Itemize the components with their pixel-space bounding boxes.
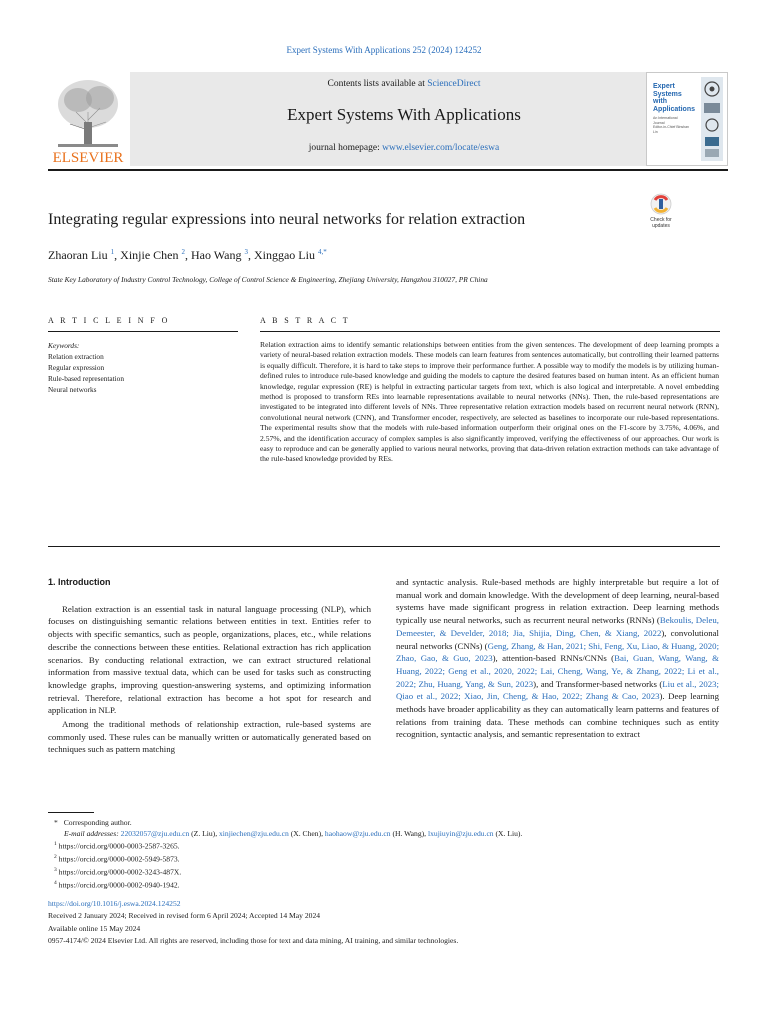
footnotes [48, 817, 738, 890]
author-name[interactable]: Zhaoran Liu [48, 248, 108, 262]
cover-graphic [701, 77, 723, 161]
abstract-text: Relation extraction aims to identify semantic relationships between entities from the given sentences. The development of deep learning prompts a variety of neural-based relation extraction models. These models can learn features from sentences automatically, but controlling their learned patterns is equally difficult. Therefore, it is hard to take steps to improve their performance further. A possible way to modify the models is by utilizing human-defined rules to introduce rule-based knowledge and guiding the models to capture the desired features based on human intent. As an efficient human knowledge, regular expression (RE) is helpful in extracting particular targets from text, which is also logical and interpretable. A novel embedding method is proposed to transform REs into learnable representations available to neural networks (NNs). Then, the rule-based representations are investigated to be integrated into different levels of NNs. Three representative relation extraction models based on recurrent neural network (RNN), convolutional neural network (CNN), and Transformer encoder, respectively, are selected as baselines to incorporate our rule-based representations. The experimental results show that the models with rule-based information outperform their original ones on the F1-score by 3.75%, 4.06%, and 2.57%, and the identification accuracy of complex samples is also significantly improved, verifying the effectiveness of our approaches. Our work is easy to reproduce and can be generally applied to various neural networks, proving that data-driven relation extraction methods can take advantage of the rule-based knowledge provided by REs. [260, 340, 719, 464]
online-date: Available online 15 May 2024 [48, 923, 141, 933]
author-name[interactable]: Hao Wang [190, 248, 242, 262]
corresponding-note: * Corresponding author. [54, 818, 132, 827]
contents-line: Contents lists available at ScienceDirect [327, 79, 481, 89]
orcid-line: $^4$ https://orcid.org/0000-0002-0940-1942. [54, 879, 180, 890]
journal-reference[interactable]: Expert Systems With Applications 252 (2024) 124252 [286, 45, 482, 55]
email-link[interactable]: haohaow@zju.edu.cn [324, 829, 391, 839]
email-link[interactable]: lxujiuyin@zju.edu.cn [427, 829, 494, 839]
svg-text:ELSEVIER: ELSEVIER [52, 150, 124, 166]
abstract-rule [260, 331, 720, 332]
citation-link[interactable]: Bekoulis, Deleu, Demeester, & Develder, 2018; Jia, Shijia, Ding, Chen, & Xiang, 2022 [396, 615, 719, 638]
author-list: Zhaoran Liu $^1$, Xinjie Chen $^2$, Hao Wang $^3$, Xinggao Liu $^{4,*}$ [48, 248, 327, 262]
footnote-rule [48, 812, 94, 813]
keyword: Neural networks [48, 385, 97, 394]
keywords-block [48, 340, 238, 395]
badge-line-1: Check for [650, 217, 672, 223]
author-name[interactable]: Xinjie Chen [120, 248, 179, 262]
section-heading: 1. Introduction [48, 577, 111, 587]
article-info-rule [48, 331, 238, 332]
citation-link[interactable]: Geng, Zhang, & Han, 2021; Shi, Feng, Xu, Liao, & Huang, 2020; Zhao, Gao, & Guo, 2023 [396, 640, 720, 664]
journal-cover[interactable] [646, 72, 728, 166]
keywords-label: Keywords: [48, 341, 80, 350]
orcid-line: $^2$ https://orcid.org/0000-0002-5949-5873. [54, 854, 180, 864]
elsevier-logo [48, 72, 128, 166]
citation-link[interactable]: Liu et al., 2023; Qiao et al., 2022; Xiao, Jin, Cheng, & Hao, 2022; Zhang & Cao, 2023 [396, 678, 719, 702]
check-for-updates-badge[interactable] [646, 192, 676, 232]
journal-banner [130, 72, 678, 166]
email-link[interactable]: xinjiechen@zju.edu.cn [219, 829, 289, 839]
intro-paragraph-2: Among the traditional methods of relationship extraction, rule-based systems are commonly used. These rules can be manually written or automatically generated based on techniques such as pattern matching [48, 719, 371, 755]
doi-link[interactable]: https://doi.org/10.1016/j.eswa.2024.124252 [48, 899, 181, 908]
column-left [48, 576, 371, 756]
journal-title: Expert Systems With Applications [287, 105, 521, 124]
article-info-heading: A R T I C L E I N F O [48, 316, 170, 325]
orcid-line: $^3$ https://orcid.org/0000-0002-3243-487X. [54, 866, 182, 877]
received-dates: Received 2 January 2024; Received in revised form 6 April 2024; Accepted 14 May 2024 [48, 911, 321, 921]
citation-link[interactable]: Bai, Guan, Wang, Wang, & Huang, 2022; Geng et al., 2020, 2022; Lai, Cheng, Wang, Ye, & Zhang, 2022; Li et al., 2022; Zhu, Huang, Yang, & Sun, 2023 [396, 653, 719, 689]
homepage-line: journal homepage: www.elsevier.com/locate/eswa [308, 143, 500, 153]
cover-subtitle: An International Journal Editor-in-Chief Binshan Lin [653, 116, 689, 134]
abstract-bottom-rule [48, 546, 720, 547]
email-line: E-mail addresses: 22032057@zju.edu.cn (Z. Liu), xinjiechen@zju.edu.cn (X. Chen), haohaow@zju.edu.cn (H. Wang), lxujiuyin@zju.edu.cn (X. Liu). [64, 829, 523, 839]
intro-paragraph-1: Relation extraction is an essential task in natural language processing (NLP), which focuses on distinguishing semantic relations between entities in text. Entities refer to objects with specific semantics, such as people, organizations, places, etc., while relations describe the connections between these entities. Relational extraction has rich application scenarios. By conducting relational extraction, we can extract structured relational information from massive textual data, which can be used for tasks such as constructing knowledge graphs, improving question-answering systems, and optimizing information retrieval. Therefore, relational extraction has become a hot spot for research and application in NLP. [48, 603, 371, 716]
keyword: Regular expression [48, 363, 105, 372]
homepage-link[interactable]: www.elsevier.com/locate/eswa [382, 143, 500, 153]
badge-line-2: updates [652, 223, 670, 229]
affiliation: State Key Laboratory of Industry Control Technology, College of Control Science & Engineering, Zhejiang University, Hangzhou 310027, PR China [48, 275, 488, 284]
column-right [396, 576, 719, 741]
cover-title: Expert Systems with Applications [653, 83, 696, 113]
email-link[interactable]: 22032057@zju.edu.cn [120, 829, 190, 839]
copyright: 0957-4174/© 2024 Elsevier Ltd. All rights are reserved, including those for text and data mining, AI training, and similar technologies. [48, 935, 459, 945]
article-meta [48, 898, 738, 947]
author-sup[interactable]: 2 [181, 248, 185, 256]
article-title: Integrating regular expressions into neural networks for relation extraction [48, 211, 526, 228]
sciencedirect-link[interactable]: ScienceDirect [427, 79, 481, 89]
author-sup[interactable]: 3 [244, 248, 248, 256]
author-sup[interactable]: 4,* [317, 248, 327, 256]
journal-header [48, 72, 728, 171]
author-sup[interactable]: 1 [110, 248, 115, 256]
orcid-line: $^1$ https://orcid.org/0000-0003-2587-3265. [54, 841, 180, 851]
keyword: Rule-based representation [48, 374, 124, 383]
author-name[interactable]: Xinggao Liu [253, 248, 315, 262]
abstract-heading: A B S T R A C T [260, 316, 351, 325]
keyword: Relation extraction [48, 352, 104, 361]
intro-paragraph-continued: and syntactic analysis. Rule-based methods are highly interpretable but require a lot of manual work and domain knowledge. With the development of deep learning, neural-based systems have made significant progress in relation extraction. Deep learning methods typically use neural networks, such as recurrent neural networks (RNNs) (Bekoulis, Deleu, Demeester, & Develder, 2018; Jia, Shijia, Ding, Chen, & Xiang, 2022), convolutional neural networks (CNNs) (Geng, Zhang, & Han, 2021; Shi, Feng, Xu, Liao, & Huang, 2020; Zhao, Gao, & Guo, 2023), attention-based RNNs/CNNs (Bai, Guan, Wang, Wang, & Huang, 2022; Geng et al., 2020, 2022; Lai, Cheng, Wang, Ye, & Zhang, 2022; Li et al., 2022; Zhu, Huang, Yang, & Sun, 2023), and Transformer-based networks (Liu et al., 2023; Qiao et al., 2022; Xiao, Jin, Cheng, & Hao, 2022; Zhang & Cao, 2023). Deep learning methods have broader applicability as they can automatically learn patterns and features of relations from training data. These methods can combine techniques such as entity recognition, syntactic analysis, and semantic representation to extract [396, 577, 720, 740]
